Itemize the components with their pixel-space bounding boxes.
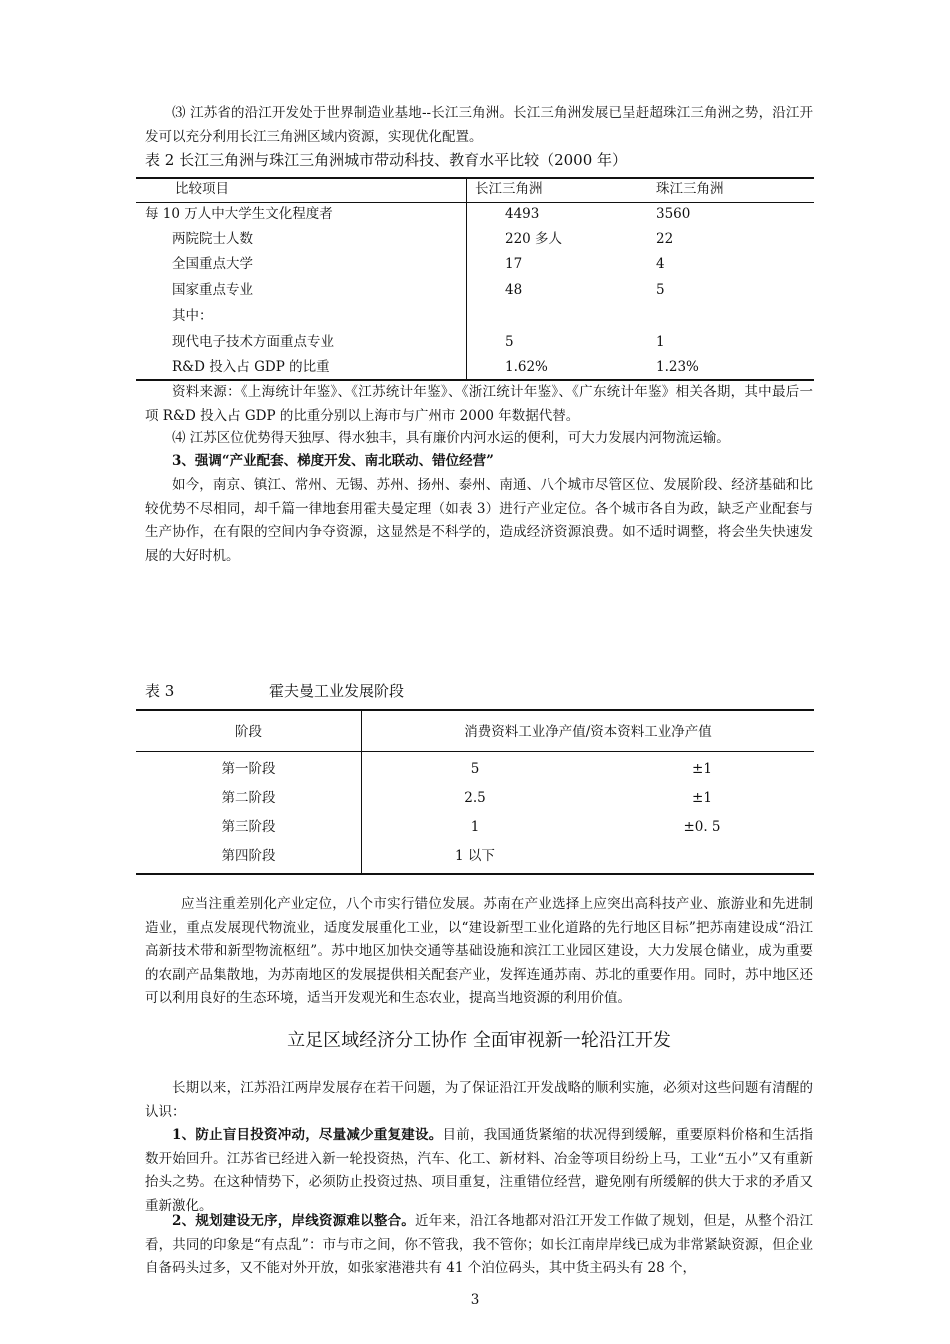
section-heading: 立足区域经济分工协作 全面审视新一轮沿江开发 — [287, 1030, 671, 1051]
table3-bottom-rule — [136, 873, 814, 875]
paragraph-4: ⑷ 江苏区位优势得天独厚、得水独丰，具有廉价内河水运的便利，可大力发展内河物流运输。 — [172, 430, 730, 446]
table2-cell-yangtze: 17 — [505, 256, 523, 272]
table3-caption-title: 霍夫曼工业发展阶段 — [269, 682, 405, 700]
table2-cell-yangtze: 4493 — [505, 206, 540, 222]
table3-cell-ratio: 5 — [470, 761, 480, 777]
table3-cell-range: ±1 — [692, 790, 712, 806]
table2-cell-item: 每 10 万人中大学生文化程度者 — [145, 206, 333, 222]
item2-paragraph — [145, 1210, 813, 1281]
table2-cell-pearl: 3560 — [656, 206, 691, 222]
table2-source-note: 资料来源：《上海统计年鉴》、《江苏统计年鉴》、《浙江统计年鉴》、《广东统计年鉴》相关各期，其中最后一项 R&D 投入占 GDP 的比重分别以上海市与广州市 2000 年数据代替。 — [145, 384, 813, 424]
table2-cell-item: 其中： — [172, 308, 213, 324]
table2-cell-pearl: 5 — [656, 282, 665, 298]
table3-cell-stage: 第二阶段 — [221, 790, 276, 806]
table2-cell-pearl: 1 — [656, 334, 665, 350]
table2-cell-pearl: 4 — [656, 256, 665, 272]
table2-cell-item: 国家重点专业 — [172, 282, 253, 298]
table2-cell-item: R&D 投入占 GDP 的比重 — [172, 359, 330, 375]
table2-cell-yangtze: 5 — [505, 334, 514, 350]
paragraph-issues-intro: 长期以来，江苏沿江两岸发展存在若干问题，为了保证沿江开发战略的顺利实施，必须对这些问题有清醒的认识： — [145, 1080, 813, 1120]
table3-cell-range: ±0. 5 — [683, 819, 721, 835]
table3-cell-ratio: 1 — [470, 819, 480, 835]
table3-cell-range: ±1 — [692, 761, 712, 777]
section3-title: 3、强调“产业配套、梯度开发、南北联动、错位经营” — [172, 453, 494, 469]
table3-cell-stage: 第一阶段 — [221, 761, 276, 777]
table3-header-rule — [136, 751, 814, 752]
table2-cell-item: 两院院士人数 — [172, 231, 253, 247]
table2-cell-item: 现代电子技术方面重点专业 — [172, 334, 334, 350]
item1-text: 目前，我国通货紧缩的状况得到缓解，重要原料价格和生活指数开始回升。江苏省已经进入新一轮投资热，汽车、化工、新材料、冶金等项目纷纷上马，工业“五小”又有重新抬头之势。在这种情势下，必须防止投资过热、项目重复，注重错位经营，避免刚有所缓解的供大于求的矛盾又重新激化。 — [145, 1127, 813, 1214]
section3-paragraph: 如今，南京、镇江、常州、无锡、苏州、扬州、泰州、南通、八个城市尽管区位、发展阶段、经济基础和比较优势不尽相同，却千篇一律地套用霍夫曼定理（如表 3）进行产业定位。各个城市各自为政，缺乏产业配套与生产协作，在有限的空间内争夺资源，这显然是不科学的，造成经济资源浪费。如不适时调整，将会坐失快速发展的大好时机。 — [145, 477, 813, 564]
paragraph-after-table3: 应当注重差别化产业定位，八个市实行错位发展。苏南在产业选择上应突出高科技产业、旅游业和先进制造业，重点发展现代物流业，适度发展重化工业，以“建设新型工业化道路的先行地区目标”把苏南建设成“沿江高新技术带和新型物流枢纽”。苏中地区加快交通等基础设施和滨江工业园区建设，大力发展仓储业，成为重要的农副产品集散地，为苏南地区的发展提供相关配套产业，发挥连通苏南、苏北的重要作用。同时，苏中地区还可以利用良好的生态环境，适当开发观光和生态农业，提高当地资源的利用价值。 — [145, 896, 813, 1006]
table3-cell-ratio: 1 以下 — [455, 848, 495, 864]
table2-caption: 表 2 长江三角洲与珠江三角洲城市带动科技、教育水平比较（2000 年） — [145, 151, 628, 169]
item2-heading: 2、规划建设无序，岸线资源难以整合。 — [172, 1213, 416, 1229]
table3-caption-number: 表 3 — [145, 682, 175, 700]
table2-header-item: 比较项目 — [175, 181, 229, 197]
page-number: 3 — [470, 1292, 480, 1308]
table2-cell-pearl: 1.23% — [656, 359, 699, 375]
table2-cell-yangtze: 48 — [505, 282, 523, 298]
item1-heading: 1、防止盲目投资冲动，尽量减少重复建设。 — [172, 1127, 443, 1143]
table3-header-ratio: 消费资料工业净产值/资本资料工业净产值 — [464, 724, 712, 740]
table3-cell-stage: 第三阶段 — [221, 819, 276, 835]
table3-top-rule — [136, 709, 814, 711]
table2-cell-item: 全国重点大学 — [172, 256, 253, 272]
table3-header-stage: 阶段 — [235, 724, 262, 740]
table2-cell-yangtze: 1.62% — [505, 359, 548, 375]
table3-cell-stage: 第四阶段 — [221, 848, 276, 864]
table2-divider — [466, 178, 467, 380]
table2-cell-pearl: 22 — [656, 231, 674, 247]
table2-header-yangtze: 长江三角洲 — [475, 181, 543, 197]
table3-cell-ratio: 2.5 — [464, 790, 486, 806]
item1-paragraph — [145, 1124, 813, 1218]
table2-cell-yangtze: 220 多人 — [505, 231, 563, 247]
intro-paragraph: ⑶ 江苏省的沿江开发处于世界制造业基地--长江三角洲。长江三角洲发展已呈赶超珠江三角洲之势，沿江开发可以充分利用长江三角洲区域内资源，实现优化配置。 — [145, 105, 813, 145]
item2-text: 近年来，沿江各地都对沿江开发工作做了规划，但是，从整个沿江看，共同的印象是“有点乱”：市与市之间，你不管我，我不管你；如长江南岸岸线已成为非常紧缺资源，但企业自备码头过多，又不能对外开放，如张家港港共有 41 个泊位码头，其中货主码头有 28 个， — [145, 1213, 813, 1276]
table2-header-pearl: 珠江三角洲 — [656, 181, 724, 197]
